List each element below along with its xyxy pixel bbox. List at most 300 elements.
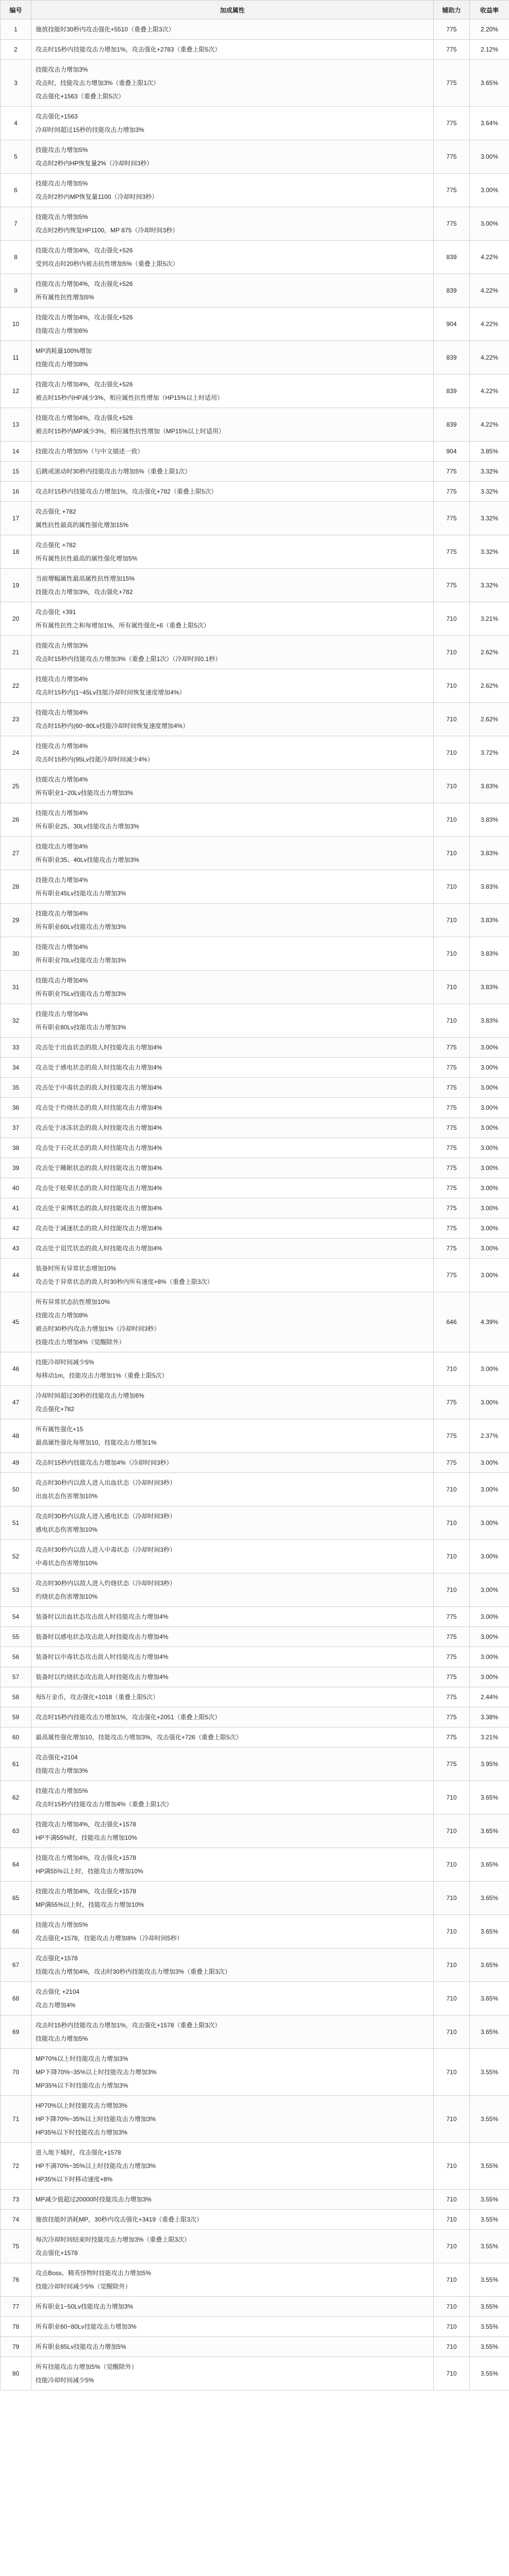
attribute-cell [31,482,434,502]
attribute-cell [31,1848,434,1882]
attribute-cell [31,1687,434,1707]
rate-cell: 3.38% [470,1707,509,1727]
table-row [1,837,509,870]
points-cell: 775 [434,1218,470,1239]
table-row [1,502,509,535]
attribute-line: 每次冷却时间结束时技能攻击力增加3%（重叠上限3次） [36,2236,191,2243]
attribute-line: HP下降70%~35%以上时技能攻击力增加3% [36,2115,156,2123]
attribute-line: 技能攻击力增加6% [36,327,88,334]
attribute-cell [31,1707,434,1727]
points-cell: 775 [434,1158,470,1178]
table-row [1,274,509,308]
rate-cell: 2.62% [470,703,509,736]
rate-cell: 2.20% [470,20,509,40]
table-row [1,341,509,375]
row-number: 16 [1,482,31,502]
attribute-cell [31,2015,434,2049]
table-row [1,1627,509,1647]
table-row [1,2337,509,2357]
attribute-cell [31,2263,434,2297]
attribute-line: 技能攻击力增加4%，攻击强化+1578 [36,1821,137,1828]
row-number: 28 [1,870,31,904]
points-cell: 710 [434,2049,470,2096]
rate-cell: 3.83% [470,904,509,937]
rate-cell: 3.00% [470,1627,509,1647]
table-row [1,1218,509,1239]
table-row [1,2190,509,2210]
attribute-cell [31,1748,434,1781]
attribute-cell [31,1982,434,2015]
table-row [1,803,509,837]
table-row [1,1948,509,1982]
points-cell: 775 [434,1707,470,1727]
rate-cell: 3.65% [470,1915,509,1948]
attribute-line: 攻击处于减速状态的敌人时技能攻击力增加4% [36,1225,162,1232]
points-cell: 775 [434,20,470,40]
attribute-cell [31,535,434,569]
attribute-cell [31,904,434,937]
points-cell: 775 [434,1667,470,1687]
table-row [1,1540,509,1573]
rate-cell: 3.00% [470,1038,509,1058]
row-number: 2 [1,40,31,60]
rate-cell: 2.44% [470,1687,509,1707]
table-row [1,2263,509,2297]
rate-cell: 3.65% [470,1882,509,1915]
table-row [1,1352,509,1386]
row-number: 64 [1,1848,31,1882]
attribute-line: 灼烧状态伤害增加10% [36,1593,98,1600]
attribute-cell [31,1506,434,1540]
points-cell: 775 [434,1078,470,1098]
points-cell: 710 [434,2337,470,2357]
points-cell: 710 [434,1506,470,1540]
attribute-cell [31,1058,434,1078]
points-cell: 775 [434,1687,470,1707]
table-row [1,107,509,140]
attribute-cell [31,1352,434,1386]
row-number: 61 [1,1748,31,1781]
points-cell: 710 [434,703,470,736]
rate-cell: 2.37% [470,1419,509,1453]
points-cell: 775 [434,1647,470,1667]
attribute-cell [31,1540,434,1573]
table-row [1,770,509,803]
points-cell: 710 [434,2190,470,2210]
rate-cell: 3.83% [470,770,509,803]
attribute-cell [31,870,434,904]
row-number: 30 [1,937,31,971]
attribute-line: 攻击力增加4% [36,2002,76,2009]
row-number: 31 [1,971,31,1004]
row-number: 8 [1,241,31,274]
table-row [1,937,509,971]
table-row [1,442,509,462]
rate-cell: 3.55% [470,2210,509,2230]
row-number: 48 [1,1419,31,1453]
attribute-cell [31,703,434,736]
attribute-line: 冷却时间超过30秒的技能攻击力增加6% [36,1392,144,1399]
attribute-line: 施放技能时消耗MP，30秒内攻击强化+3419（重叠上限3次） [36,2216,203,2223]
attribute-line: 后跳或滚动时30秒内技能攻击力增加5%（重叠上限1次） [36,468,191,475]
attribute-line: 装备时以灼烧状态攻击敌人时技能攻击力增加4% [36,1673,169,1681]
attribute-cell [31,140,434,174]
table-row [1,482,509,502]
attribute-cell [31,1573,434,1607]
row-number: 77 [1,2297,31,2317]
rate-cell: 3.32% [470,462,509,482]
attribute-line: 技能攻击力增加4%（觉醒除外） [36,1338,125,1346]
attribute-line: 攻击强化+1563（重叠上限5次） [36,93,125,100]
table-row [1,1038,509,1058]
points-cell: 775 [434,1259,470,1292]
attribute-line: 被击时30秒内攻击力增加1%（冷却时间3秒） [36,1325,160,1332]
points-cell: 710 [434,870,470,904]
attribute-line: 技能攻击力增加4% [36,910,88,917]
attribute-cell [31,1386,434,1419]
points-cell: 710 [434,2263,470,2297]
attribute-line: 攻击处于中毒状态的敌人时技能攻击力增加4% [36,1084,162,1091]
attribute-line: MP下降70%~35%以上时技能攻击力增加3% [36,2069,157,2076]
row-number: 68 [1,1982,31,2015]
table-row [1,1138,509,1158]
points-cell: 710 [434,2230,470,2263]
rate-cell: 3.00% [470,1218,509,1239]
attribute-cell [31,40,434,60]
row-number: 67 [1,1948,31,1982]
table-row [1,1292,509,1352]
attribute-cell [31,1627,434,1647]
attribute-line: 攻击时15秒内(1~45Lv技能冷却时间恢复速度增加4%） [36,689,186,696]
attribute-cell [31,2143,434,2190]
attribute-line: 技能攻击力增加4% [36,709,88,716]
points-cell: 775 [434,140,470,174]
table-row [1,1815,509,1848]
rate-cell: 3.00% [470,1453,509,1473]
attribute-line: 技能攻击力增加8% [36,1312,88,1319]
attribute-cell [31,107,434,140]
attribute-line: 所有职业70Lv技能攻击力增加3% [36,957,126,964]
points-cell: 710 [434,1004,470,1038]
table-row [1,2143,509,2190]
rate-cell: 3.83% [470,803,509,837]
attribute-line: 最高属性强化每增加10，技能攻击力增加1% [36,1439,157,1446]
attribute-line: 技能攻击力增加4%，攻击强化+526 [36,381,133,388]
points-cell: 775 [434,1239,470,1259]
attribute-line: MP减少值超过20000时技能攻击力增加3% [36,2196,152,2203]
table-row [1,140,509,174]
attribute-line: 技能攻击力增加4% [36,776,88,783]
points-cell: 710 [434,770,470,803]
points-cell: 710 [434,636,470,669]
row-number: 14 [1,442,31,462]
rate-cell: 3.64% [470,107,509,140]
attribute-line: 攻击Boss、精英怪物时技能攻击力增加5% [36,2269,152,2277]
table-row [1,1118,509,1138]
row-number: 9 [1,274,31,308]
attribute-line: 最高属性强化增加10，技能攻击力增加3%，攻击强化+726（重叠上限5次） [36,1734,242,1741]
attribute-line: 技能攻击力增加4% [36,742,88,750]
row-number: 26 [1,803,31,837]
attribute-line: 攻击处于石化状态的敌人时技能攻击力增加4% [36,1144,162,1151]
rate-cell: 3.83% [470,870,509,904]
attribute-cell [31,1292,434,1352]
row-number: 24 [1,736,31,770]
rate-cell: 3.65% [470,1848,509,1882]
attribute-line: 技能攻击力增加4%，攻击强化+1578 [36,1854,137,1861]
header-no: 编号 [1,1,31,20]
rate-cell: 3.65% [470,1815,509,1848]
row-number: 46 [1,1352,31,1386]
table-row [1,1453,509,1473]
attribute-line: 技能攻击力增加4% [36,943,88,951]
table-row [1,1781,509,1815]
row-number: 57 [1,1667,31,1687]
table-row [1,602,509,636]
table-row [1,1239,509,1259]
points-cell: 710 [434,937,470,971]
attribute-cell [31,1815,434,1848]
attribute-cell [31,174,434,207]
row-number: 32 [1,1004,31,1038]
table-row [1,60,509,107]
attribute-line: 冷却时间超过15秒的技能攻击力增加3% [36,126,144,133]
row-number: 29 [1,904,31,937]
attribute-line: 每5万金币，攻击强化+1018（重叠上限5次） [36,1693,159,1701]
points-cell: 710 [434,736,470,770]
attribute-cell [31,1473,434,1506]
table-row [1,1667,509,1687]
row-number: 17 [1,502,31,535]
points-cell: 839 [434,375,470,408]
attribute-cell [31,408,434,442]
table-row [1,241,509,274]
row-number: 40 [1,1178,31,1198]
table-row [1,1078,509,1098]
rate-cell: 3.55% [470,2143,509,2190]
attribute-line: 所有职业35、40Lv技能攻击力增加3% [36,856,139,863]
attribute-line: 攻击时15秒内技能攻击力增加1%，攻击强化+2051（重叠上限5次） [36,1714,221,1721]
points-cell: 710 [434,669,470,703]
points-cell: 710 [434,1882,470,1915]
table-row [1,20,509,40]
attribute-cell [31,803,434,837]
points-cell: 839 [434,408,470,442]
attribute-line: 攻击时15秒内技能攻击力增加1%，攻击强化+782（重叠上限5次） [36,488,218,495]
attribute-cell [31,442,434,462]
attribute-line: 出血状态伤害增加10% [36,1493,98,1500]
attribute-line: 技能攻击力增加4%，攻击时30秒内技能攻击力增加3%（重叠上限3次） [36,1968,231,1975]
table-row [1,1882,509,1915]
rate-cell: 2.12% [470,40,509,60]
points-cell: 775 [434,462,470,482]
attribute-line: 攻击时30秒内以敌人进入中毒状态（冷却时间3秒） [36,1546,176,1553]
attribute-line: 施放技能时30秒内攻击强化+5510（重叠上限3次） [36,26,175,33]
attribute-line: 技能攻击力增加4% [36,876,88,884]
rate-cell: 3.32% [470,535,509,569]
table-row [1,2357,509,2391]
row-number: 75 [1,2230,31,2263]
attribute-cell [31,20,434,40]
attribute-line: 攻击处于异常状态的敌人时30秒内所有速度+8%（重叠上限3次） [36,1278,214,1285]
rate-cell: 3.55% [470,2357,509,2391]
rate-cell: 3.00% [470,1352,509,1386]
rate-cell: 3.65% [470,1948,509,1982]
table-row [1,736,509,770]
row-number: 52 [1,1540,31,1573]
attribute-line: 攻击处于冰冻状态的敌人时技能攻击力增加4% [36,1124,162,1131]
table-row [1,1687,509,1707]
row-number: 78 [1,2317,31,2337]
points-cell: 775 [434,1058,470,1078]
attribute-line: 攻击时15秒内(95Lv技能冷却时间减少4%） [36,756,154,763]
attribute-line: 技能冷却时间减少5% [36,2377,94,2384]
attribute-cell [31,274,434,308]
attribute-line: 技能攻击力增加3% [36,1767,88,1774]
attribute-cell [31,1453,434,1473]
attribute-cell [31,1667,434,1687]
attribute-line: 所有属性强化+15 [36,1426,84,1433]
row-number: 38 [1,1138,31,1158]
points-cell: 775 [434,1038,470,1058]
points-cell: 775 [434,1178,470,1198]
row-number: 36 [1,1098,31,1118]
points-cell: 839 [434,341,470,375]
rate-cell: 3.83% [470,971,509,1004]
row-number: 39 [1,1158,31,1178]
attribute-line: 攻击时15秒内技能攻击力增加1%，攻击强化+2783（重叠上限5次） [36,46,221,53]
rate-cell: 2.62% [470,669,509,703]
rate-cell: 4.39% [470,1292,509,1352]
rate-cell: 4.22% [470,308,509,341]
attribute-cell [31,1915,434,1948]
attribute-line: 攻击处于束缚状态的敌人时技能攻击力增加4% [36,1205,162,1212]
attribute-line: 所有异常状态抗性增加10% [36,1298,110,1306]
table-row [1,1058,509,1078]
attribute-cell [31,736,434,770]
points-cell: 775 [434,535,470,569]
points-cell: 775 [434,1748,470,1781]
attribute-cell [31,2297,434,2317]
points-cell: 775 [434,1607,470,1627]
points-cell: 839 [434,241,470,274]
attribute-cell [31,602,434,636]
attribute-line: 装备时以中毒状态攻击敌人时技能攻击力增加4% [36,1653,169,1660]
points-cell: 710 [434,1781,470,1815]
row-number: 66 [1,1915,31,1948]
attribute-line: 所有职业1~20Lv技能攻击力增加3% [36,789,134,796]
attribute-line: 所有属性抗性之和每增加1%，所有属性强化+6（重叠上限5次） [36,622,210,629]
row-number: 47 [1,1386,31,1419]
row-number: 11 [1,341,31,375]
points-cell: 775 [434,482,470,502]
table-body [1,20,509,2391]
rate-cell: 3.55% [470,2263,509,2297]
attribute-cell [31,1198,434,1218]
rate-cell: 3.65% [470,1982,509,2015]
attribute-line: 攻击处于灼烧状态的敌人时技能攻击力增加4% [36,1104,162,1111]
table-row [1,408,509,442]
attribute-cell [31,636,434,669]
row-number: 13 [1,408,31,442]
table-header-row [1,1,509,20]
points-cell: 775 [434,1138,470,1158]
table-row [1,636,509,669]
row-number: 19 [1,569,31,602]
row-number: 3 [1,60,31,107]
row-number: 37 [1,1118,31,1138]
rate-cell: 3.55% [470,2337,509,2357]
table-row [1,308,509,341]
row-number: 5 [1,140,31,174]
attribute-cell [31,1004,434,1038]
attribute-line: 受到攻击时20秒内被击抗性增加5%（重叠上限5次） [36,260,179,267]
rate-cell: 3.00% [470,1118,509,1138]
attribute-cell [31,1078,434,1098]
attribute-line: 攻击时30秒内以敌人进入灼烧状态（冷却时间3秒） [36,1580,176,1587]
rate-cell: 3.00% [470,1540,509,1573]
row-number: 76 [1,2263,31,2297]
attribute-cell [31,1158,434,1178]
points-cell: 775 [434,1118,470,1138]
attribute-line: 攻击处于睡眠状态的敌人时技能攻击力增加4% [36,1164,162,1172]
attribute-line: 攻击强化+1578 [36,2249,78,2257]
header-rate: 收益率 [470,1,509,20]
attribute-cell [31,1647,434,1667]
table-row [1,1004,509,1038]
points-cell: 710 [434,2357,470,2391]
points-cell: 710 [434,1473,470,1506]
attribute-cell [31,2096,434,2143]
rate-cell: 3.55% [470,2190,509,2210]
attribute-line: 技能攻击力增加3%，攻击强化+782 [36,588,133,596]
attribute-line: 技能攻击力增加4% [36,1010,88,1018]
row-number: 55 [1,1627,31,1647]
table-row [1,1419,509,1453]
rate-cell: 3.95% [470,1748,509,1781]
table-row [1,569,509,602]
points-cell: 710 [434,602,470,636]
attribute-line: MP消耗量100%增加 [36,347,92,354]
attribute-cell [31,770,434,803]
attribute-line: 技能攻击力增加4% [36,977,88,984]
attribute-line: 攻击时30秒内以敌人进入感电状态（冷却时间3秒） [36,1513,176,1520]
row-number: 50 [1,1473,31,1506]
table-row [1,1506,509,1540]
attribute-line: 攻击时2秒内MP恢复量1100（冷却时间3秒） [36,193,158,200]
attribute-line: 攻击时15秒内技能攻击力增加1%，攻击强化+1578（重叠上限3次） [36,2022,221,2029]
attribute-cell [31,1882,434,1915]
table-row [1,1473,509,1506]
attribute-cell [31,1118,434,1138]
row-number: 49 [1,1453,31,1473]
attribute-cell [31,1419,434,1453]
rate-cell: 3.55% [470,2049,509,2096]
points-cell: 775 [434,1419,470,1453]
attribute-line: HP不满70%~35%以上时技能攻击力增加3% [36,2162,156,2170]
attribute-cell [31,207,434,241]
attribute-line: 攻击时15秒内(60~80Lv技能冷却时间恢复速度增加4%） [36,722,189,730]
row-number: 70 [1,2049,31,2096]
points-cell: 710 [434,971,470,1004]
points-cell: 710 [434,904,470,937]
row-number: 58 [1,1687,31,1707]
points-cell: 775 [434,1386,470,1419]
rate-cell: 4.22% [470,408,509,442]
points-cell: 710 [434,2297,470,2317]
attribute-line: 攻击强化+782 [36,1405,75,1413]
rate-cell: 3.00% [470,1158,509,1178]
